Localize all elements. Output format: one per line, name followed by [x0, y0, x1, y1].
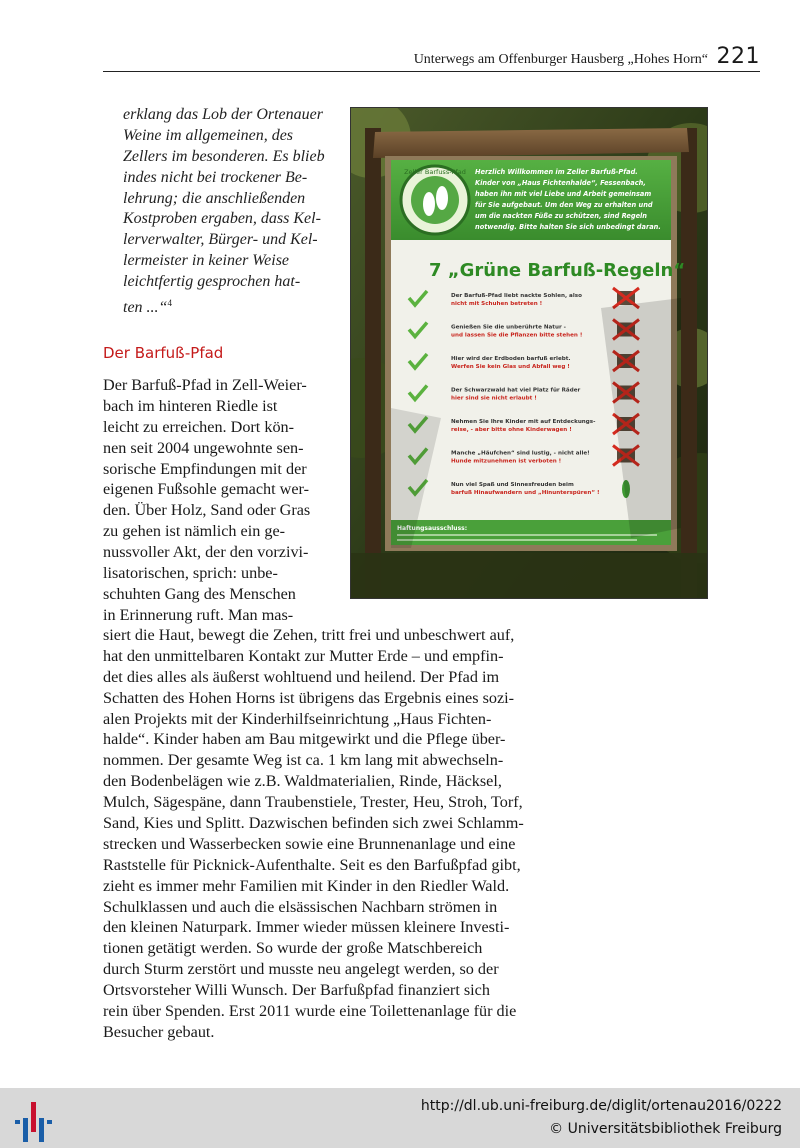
welcome-line: um die nackten Füße zu schützen, sind Regeln	[475, 212, 648, 220]
rule-prohibition-text: Werfen Sie kein Glas und Abfall weg !	[451, 364, 570, 370]
source-url[interactable]: http://dl.ub.uni-freiburg.de/diglit/ortenau2016/0222	[420, 1098, 782, 1114]
ub-freiburg-logo-icon	[12, 1100, 52, 1142]
body-line: Raststelle für Picknick-Aufenthalte. Seit es den Barfußpfad gibt,	[103, 855, 521, 874]
disclaimer-strip	[391, 520, 671, 545]
welcome-line: Herzlich Willkommen im Zeller Barfuß-Pfad.	[475, 168, 638, 176]
section-title: Der Barfuß-Pfad	[103, 344, 224, 362]
quote-line: Kostproben ergaben, dass Kel-	[123, 210, 321, 228]
rule-text: Der Schwarzwald hat viel Platz für Räder	[451, 387, 581, 394]
footer-bar	[0, 1088, 800, 1148]
quote-line: indes nicht bei trockener Be-	[123, 168, 308, 186]
page-number: 221	[716, 44, 760, 69]
rule-prohibition-text: Hunde mitzunehmen ist verboten !	[451, 458, 562, 465]
disclaimer-label: Haftungsausschluss:	[397, 525, 468, 532]
body-line: Der Barfuß-Pfad in Zell-Weier-	[103, 376, 307, 394]
body-line: schuhten Gang des Menschen	[103, 584, 296, 603]
body-line: den kleinen Naturpark. Immer wieder müssen kleinere Investi-	[103, 918, 510, 937]
quote-line: Zellers im besonderen. Es blieb	[123, 147, 325, 165]
body-line: halde“. Kinder haben am Bau mitgewirkt und die Pflege über-	[103, 730, 506, 749]
rule-prohibition-text: und lassen Sie die Pflanzen bitte stehen !	[451, 332, 583, 339]
right-post	[681, 128, 697, 599]
rule-prohibition-text: barfuß Hinaufwandern und „Hinunterspüren“ !	[451, 490, 600, 496]
left-post	[365, 128, 381, 599]
rule-text: Manche „Häufchen“ sind lustig, - nicht alle!	[451, 450, 590, 457]
sign-photo-svg	[351, 108, 708, 599]
body-line: strecken und Wasserbecken sowie eine Brunnenanlage und eine	[103, 834, 516, 853]
rule-prohibition-text: nicht mit Schuhen betreten !	[451, 301, 543, 307]
quote-line: lerverwalter, Bürger- und Kel-	[123, 231, 318, 249]
body-line: alen Projekts mit der Kinderhilfseinrichtung „Haus Fichten-	[103, 709, 492, 728]
sign-photo	[350, 107, 708, 599]
body-line: Schulklassen und auch die elsässischen Nachbarn strömen in	[103, 897, 498, 916]
quote-line: lermeister in keiner Weise	[123, 252, 290, 270]
body-line: hat den unmittelbaren Kontakt zur Mutter Erde – und empfin-	[103, 646, 504, 665]
body-line: rein über Spenden. Erst 2011 wurde eine Toilettenanlage für die	[103, 1002, 517, 1021]
welcome-line: Kinder von „Haus Fichtenhalde“, Fessenbach,	[475, 179, 646, 187]
body-line: nommen. Der gesamte Weg ist ca. 1 km lang mit abwechseln-	[103, 751, 504, 770]
running-header	[103, 46, 760, 72]
body-line: sorische Empfindungen mit der	[103, 459, 307, 478]
body-line: Ortsvorsteher Willi Wunsch. Der Barfußpfad finanziert sich	[103, 981, 490, 1000]
body-line: lisatorischen, sprich: unbe-	[103, 564, 278, 583]
body-line: Sand, Kies und Splitt. Dazwischen befinden sich zwei Schlamm-	[103, 814, 524, 833]
body-line: Mulch, Sägespäne, dann Traubenstiele, Trester, Heu, Stroh, Torf,	[103, 793, 523, 812]
running-title: Unterwegs am Offenburger Hausberg „Hohes Horn“	[413, 52, 708, 67]
quote-line: lehrung; die anschließenden	[123, 189, 306, 207]
ground	[351, 553, 708, 599]
rule-text: Nehmen Sie Ihre Kinder mit auf Entdeckungs-	[451, 419, 596, 425]
body-line: nussvoller Akt, der den vorzivi-	[103, 543, 309, 562]
body-line: durch Sturm zerstört und musste neu angelegt werden, so der	[103, 960, 499, 979]
body-line: bach im hinteren Riedle ist	[103, 396, 278, 415]
body-line: Schatten des Hohen Horns ist übrigens das Ergebnis eines sozi-	[103, 688, 515, 707]
body-text-narrow	[103, 375, 328, 626]
rule-prohibition-text: reise, - aber bitte ohne Kinderwagen !	[451, 427, 572, 433]
sign-heading: 7 „Grüne Barfuß-Regeln“	[429, 260, 686, 281]
quote-line: leichtfertig gesprochen hat-	[123, 273, 301, 291]
body-line: zu gehen ist nämlich ein ge-	[103, 522, 286, 541]
rule-text: Hier wird der Erdboden barfuß erlebt.	[451, 356, 571, 362]
body-line: nen seit 2004 ungewohnte sen-	[103, 438, 304, 457]
copyright-text: © Universitätsbibliothek Freiburg	[549, 1121, 782, 1137]
body-line: den. Über Holz, Sand oder Gras	[103, 501, 311, 520]
body-line: zieht es immer mehr Familien mit Kinder in den Riedler Wald.	[103, 876, 510, 895]
logo-text: Zeller Barfuss-Pfad	[404, 168, 466, 176]
quote-last-line	[123, 293, 328, 317]
quote-line: ten ...“	[123, 299, 168, 317]
body-line: in Erinnerung ruft. Man mas-	[103, 605, 294, 624]
body-line: siert die Haut, bewegt die Zehen, tritt frei und unbeschwert auf,	[103, 626, 515, 644]
welcome-line: notwendig. Bitte halten Sie sich unbedingt daran.	[475, 223, 661, 231]
body-text-wide	[103, 625, 553, 1043]
rule-text: Genießen Sie die unberührte Natur -	[451, 324, 566, 331]
quote-block	[123, 105, 328, 317]
body-line: det dies alles als äußerst wohltuend und heilend. Der Pfad im	[103, 667, 500, 686]
body-line: Besucher gebaut.	[103, 1022, 215, 1041]
quote-line: Weine im allgemeinen, des	[123, 126, 294, 144]
quote-line: erklang das Lob der Ortenauer	[123, 106, 323, 123]
rule-text: Der Barfuß-Pfad liebt nackte Sohlen, also	[451, 293, 582, 299]
footnote-marker[interactable]: 4	[167, 298, 172, 309]
body-line: tionen getätigt werden. So wurde der große Matschbereich	[103, 939, 483, 958]
body-line: den Bodenbelägen wie z.B. Waldmaterialien, Rinde, Häcksel,	[103, 772, 502, 791]
body-line: eigenen Fußsohle gemacht wer-	[103, 480, 309, 499]
welcome-line: für Sie aufgebaut. Um den Weg zu erhalten und	[475, 201, 653, 209]
body-line: leicht zu erreichen. Dort kön-	[103, 417, 295, 436]
rule-prohibition-text: hier sind sie nicht erlaubt !	[451, 395, 537, 402]
rule-text: Nun viel Spaß und Sinnesfreuden beim	[451, 482, 574, 488]
welcome-line: haben ihn mit viel Liebe und Arbeit gemeinsam	[475, 190, 652, 198]
